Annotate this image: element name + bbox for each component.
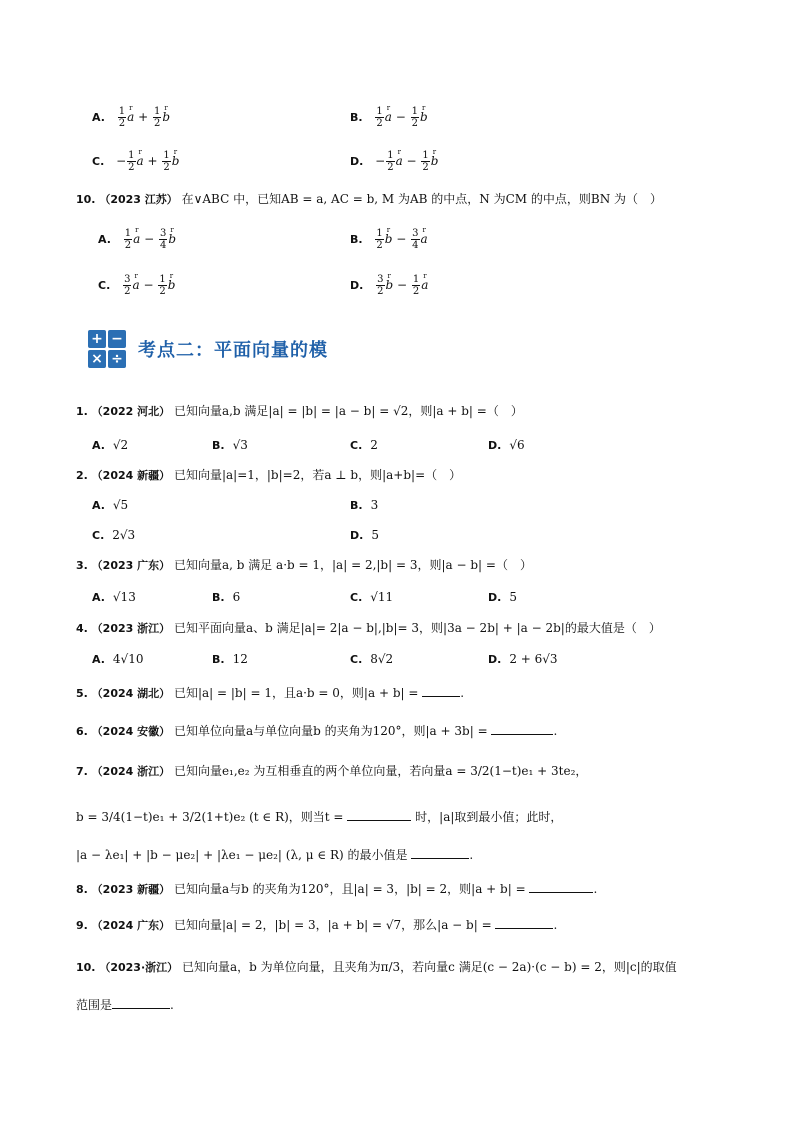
q2-option-a: A. √5 bbox=[92, 498, 129, 512]
q4-option-c: C. 8√2 bbox=[350, 652, 394, 666]
q4-option-a: A. 4√10 bbox=[92, 652, 144, 666]
q10-option-c: C. $\frac{3}{2}$ r a − $\frac{1}{2}$ r b bbox=[98, 274, 175, 297]
q3-option-c: C. √11 bbox=[350, 590, 394, 604]
q10-option-a: A. $\frac{1}{2}$ r a − $\frac{3}{4}$ r b bbox=[98, 228, 176, 251]
question-5: 5. （2024 湖北） 已知|a| = |b| = 1，且a·b = 0，则|a + b| = . bbox=[76, 686, 465, 700]
q2-option-c: C. 2√3 bbox=[92, 528, 136, 542]
question-9: 9. （2024 广东） 已知向量|a| = 2，|b| = 3，|a + b| = √7，那么|a − b| = . bbox=[76, 918, 558, 932]
question-number: 8. bbox=[76, 883, 88, 896]
question-3 bbox=[76, 556, 532, 575]
q4-option-d: D. 2 + 6√3 bbox=[488, 652, 558, 666]
question-source: （2023 广东） bbox=[91, 559, 171, 572]
q3-option-b: B. 6 bbox=[212, 590, 241, 604]
answer-blank[interactable] bbox=[411, 858, 469, 859]
question-number: 3. bbox=[76, 559, 88, 572]
question-text: 已知向量|a|=1，|b|=2，若a ⊥ b，则|a+b|=（ ） bbox=[173, 468, 462, 482]
question-source: （2024 新疆） bbox=[91, 469, 171, 482]
question-number: 1. bbox=[76, 405, 88, 418]
answer-blank[interactable] bbox=[495, 928, 553, 929]
question-number: 4. bbox=[76, 622, 88, 635]
q9-option-c: C. − $\frac{1}{2}$ r a + $\frac{1}{2}$ r b bbox=[92, 150, 179, 173]
q9-option-a: A. $\frac{1}{2}$ r a + $\frac{1}{2}$ r b bbox=[92, 106, 170, 129]
question-source: （2024 安徽） bbox=[91, 725, 171, 738]
question-source: （2023 江苏） bbox=[99, 193, 178, 206]
question-7-line-3: |a − λe₁| + |b − μe₂| + |λe₁ − μe₂| (λ, μ ∈ R) 的最小值是 . bbox=[76, 848, 474, 862]
answer-blank[interactable] bbox=[491, 734, 553, 735]
question-number: 10. bbox=[76, 193, 96, 206]
answer-blank[interactable] bbox=[347, 820, 411, 821]
question-number: 10. bbox=[76, 961, 96, 974]
question-text: 在∨ABC 中，已知AB = a, AC = b, M 为AB 的中点，N 为CM 的中点，则BN 为（ ） bbox=[181, 192, 663, 206]
question-7 bbox=[76, 762, 587, 781]
answer-blank[interactable] bbox=[112, 1008, 170, 1009]
question-number: 7. bbox=[76, 765, 88, 778]
question-text: 已知向量a，b 为单位向量，且夹角为π/3，若向量c 满足(c − 2a)·(c − b) = 2，则|c|的取值 bbox=[181, 960, 677, 974]
question-number: 2. bbox=[76, 469, 88, 482]
question-text: 已知|a| = |b| = 1，且a·b = 0，则|a + b| = bbox=[173, 686, 419, 700]
question-source: （2023 新疆） bbox=[91, 883, 171, 896]
section-header bbox=[88, 330, 328, 368]
question-10-line-2: 范围是 . bbox=[76, 998, 174, 1012]
q10-option-d: D. $\frac{3}{2}$ r b − $\frac{1}{2}$ r a bbox=[350, 274, 428, 297]
question-7-line-2: b = 3/4(1−t)e₁ + 3/2(1+t)e₂ (t ∈ R)，则当t = 时，|a|取到最小值；此时， bbox=[76, 810, 563, 824]
q9-option-d: D. − $\frac{1}{2}$ r a − $\frac{1}{2}$ r b bbox=[350, 150, 438, 173]
q1-option-c: C. 2 bbox=[350, 438, 378, 452]
question-text: 已知向量a, b 满足 a·b = 1，|a| = 2,|b| = 3，则|a − b| =（ ） bbox=[173, 558, 532, 572]
question-text: 已知平面向量a、b 满足|a|= 2|a − b|,|b|= 3，则|3a − 2b| + |a − 2b|的最大值是（ ） bbox=[173, 621, 661, 635]
question-6: 6. （2024 安徽） 已知单位向量a与单位向量b 的夹角为120°，则|a + 3b| = . bbox=[76, 724, 558, 738]
calculator-icon: + − × ÷ bbox=[88, 330, 126, 368]
question-1 bbox=[76, 402, 523, 421]
question-10-prev bbox=[76, 190, 662, 209]
question-10 bbox=[76, 958, 677, 977]
q3-option-a: A. √13 bbox=[92, 590, 136, 604]
section-title: 考点二：平面向量的模 bbox=[138, 340, 328, 361]
question-text: 已知向量a与b 的夹角为120°，且|a| = 3，|b| = 2，则|a + b| = bbox=[173, 882, 526, 896]
question-text: 已知向量a,b 满足|a| = |b| = |a − b| = √2，则|a + b| =（ ） bbox=[173, 404, 523, 418]
question-source: （2023 浙江） bbox=[91, 622, 171, 635]
q2-option-b: B. 3 bbox=[350, 498, 379, 512]
question-number: 5. bbox=[76, 687, 88, 700]
q9-option-b: B. $\frac{1}{2}$ r a − $\frac{1}{2}$ r b bbox=[350, 106, 428, 129]
question-number: 9. bbox=[76, 919, 88, 932]
question-2 bbox=[76, 466, 461, 485]
question-text: 已知单位向量a与单位向量b 的夹角为120°，则|a + 3b| = bbox=[173, 724, 488, 738]
q4-option-b: B. 12 bbox=[212, 652, 248, 666]
question-source: （2022 河北） bbox=[91, 405, 171, 418]
answer-blank[interactable] bbox=[422, 696, 460, 697]
question-number: 6. bbox=[76, 725, 88, 738]
question-source: （2023·浙江） bbox=[99, 961, 179, 974]
q10-option-b: B. $\frac{1}{2}$ r b − $\frac{3}{4}$ r a bbox=[350, 228, 428, 251]
question-source: （2024 湖北） bbox=[91, 687, 171, 700]
question-text: 已知向量|a| = 2，|b| = 3，|a + b| = √7，那么|a − b| = bbox=[173, 918, 492, 932]
q1-option-b: B. √3 bbox=[212, 438, 248, 452]
question-source: （2024 广东） bbox=[91, 919, 171, 932]
q1-option-a: A. √2 bbox=[92, 438, 129, 452]
question-4 bbox=[76, 619, 661, 638]
q3-option-d: D. 5 bbox=[488, 590, 517, 604]
answer-blank[interactable] bbox=[529, 892, 593, 893]
q1-option-d: D. √6 bbox=[488, 438, 525, 452]
question-text: 已知向量e₁,e₂ 为互相垂直的两个单位向量，若向量a = 3/2(1−t)e₁ + 3te₂， bbox=[173, 764, 588, 778]
q2-option-d: D. 5 bbox=[350, 528, 379, 542]
question-8: 8. （2023 新疆） 已知向量a与b 的夹角为120°，且|a| = 3，|b| = 2，则|a + b| = . bbox=[76, 882, 598, 896]
question-source: （2024 浙江） bbox=[91, 765, 171, 778]
